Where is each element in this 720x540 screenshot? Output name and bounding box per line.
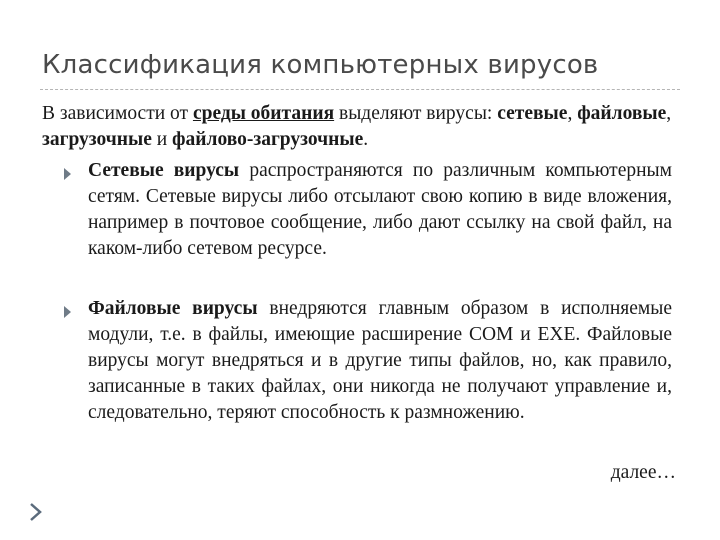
type-file: файловые	[577, 103, 667, 124]
separator: .	[363, 129, 369, 150]
separator: ,	[567, 103, 578, 124]
bullet-text: распространяются по различным компьютерным сетям. Сетевые вирусы либо отсылают свою копию в виде вложения, например в почтовое сообщение, либо дают ссылку на свой файл, на каком-либо сетевом ресурсе.	[88, 160, 672, 259]
chevron-right-icon[interactable]	[28, 502, 44, 522]
bullet-term: Сетевые вирусы	[88, 160, 240, 181]
separator: ,	[666, 103, 672, 124]
triangle-right-icon	[64, 168, 71, 180]
type-boot: загрузочные	[42, 129, 152, 150]
intro-text: выделяют вирусы:	[334, 103, 498, 124]
separator: и	[151, 129, 173, 150]
type-network: сетевые	[497, 103, 568, 124]
habitat-term: среды обитания	[192, 103, 335, 124]
type-file-boot: файлово-загрузочные	[172, 129, 364, 150]
intro-text: В зависимости от	[42, 103, 193, 124]
slide-title: Классификация компьютерных вирусов	[42, 50, 599, 80]
bullet-network-viruses	[88, 158, 672, 262]
title-divider	[40, 89, 680, 90]
bullet-text: внедряются главным образом в исполняемые модули, т.е. в файлы, имеющие расширение COM и EXE. Файловые вирусы могут внедряться и в другие типы файлов, но, как правило, записанные в таких файлах, они никогда не получают управление и, следовательно, теряют способность к размножению.	[88, 298, 673, 423]
triangle-right-icon	[64, 306, 71, 318]
bullet-file-viruses	[88, 296, 672, 426]
next-link[interactable]: далее…	[610, 462, 676, 483]
bullet-term: Файловые вирусы	[88, 298, 258, 319]
intro-paragraph	[42, 101, 682, 153]
